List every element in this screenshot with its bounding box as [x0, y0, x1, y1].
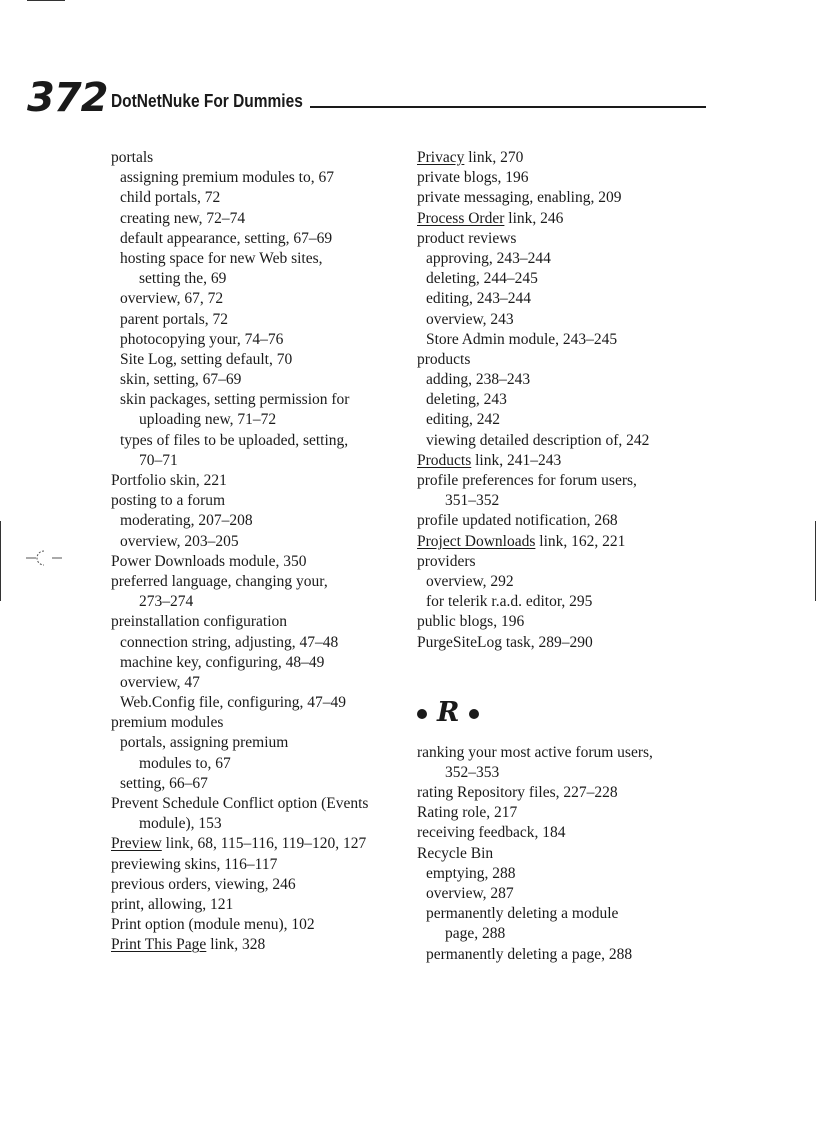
index-entry	[111, 935, 411, 955]
index-entry-continuation	[111, 592, 411, 612]
section-spacer	[417, 733, 717, 743]
index-subentry	[111, 673, 411, 693]
bullet-icon	[469, 709, 479, 719]
index-text: PurgeSiteLog task, 289–290	[417, 633, 593, 651]
index-entry	[111, 875, 411, 895]
index-text: editing, 242	[426, 411, 501, 429]
index-entry	[111, 612, 411, 632]
index-term-underlined: Process Order	[417, 209, 505, 227]
index-entry	[417, 188, 717, 208]
index-text: uploading new, 71–72	[139, 411, 277, 429]
index-text: print, allowing, 121	[111, 895, 234, 913]
index-text: link, 328	[206, 936, 266, 954]
index-subentry	[111, 633, 411, 653]
index-text: posting to a forum	[111, 492, 226, 510]
index-entry	[111, 855, 411, 875]
index-text: emptying, 288	[426, 864, 516, 882]
index-entries-p	[417, 148, 717, 653]
index-text: profile updated notification, 268	[417, 512, 618, 530]
index-column-right	[417, 148, 717, 965]
index-entry	[417, 783, 717, 803]
index-subentry	[417, 289, 717, 309]
index-entry-continuation	[417, 763, 717, 783]
index-text: preferred language, changing your,	[111, 572, 328, 590]
index-subentry	[417, 330, 717, 350]
index-text: product reviews	[417, 229, 517, 247]
index-text: Portfolio skin, 221	[111, 472, 227, 489]
index-entry	[417, 168, 717, 188]
index-text: products	[417, 350, 471, 368]
bullet-icon	[417, 709, 427, 719]
index-text: overview, 67, 72	[120, 290, 224, 308]
index-entry	[111, 834, 411, 854]
index-subentry	[111, 330, 411, 350]
index-text: editing, 243–244	[426, 290, 532, 308]
index-entry	[417, 148, 717, 168]
index-text: Recycle Bin	[417, 844, 494, 862]
index-subentry	[417, 904, 717, 924]
index-text: moderating, 207–208	[120, 512, 253, 530]
index-subentry	[111, 693, 411, 713]
section-spacer	[417, 653, 717, 693]
index-subentry	[417, 310, 717, 330]
index-entry-continuation	[111, 451, 411, 471]
index-entry	[417, 350, 717, 370]
index-text: public blogs, 196	[417, 613, 525, 631]
index-subentry	[111, 289, 411, 309]
index-term-underlined: Project Downloads	[417, 532, 536, 550]
index-entry-continuation	[417, 491, 717, 511]
crop-mark-left	[0, 521, 1, 601]
index-text: private blogs, 196	[417, 169, 529, 187]
index-text: overview, 47	[120, 673, 200, 691]
index-entry-continuation	[111, 754, 411, 774]
index-subentry	[111, 310, 411, 330]
index-text: preinstallation configuration	[111, 613, 288, 631]
index-subentry	[111, 350, 411, 370]
index-subentry	[417, 269, 717, 289]
index-text: Power Downloads module, 350	[111, 552, 307, 570]
index-text: Print option (module menu), 102	[111, 916, 315, 934]
index-text: 273–274	[139, 593, 194, 611]
index-text: permanently deleting a page, 288	[426, 945, 633, 963]
index-text: for telerik r.a.d. editor, 295	[426, 593, 593, 611]
index-entry	[417, 471, 717, 491]
index-entry	[111, 552, 411, 572]
index-subentry	[417, 572, 717, 592]
index-entry	[417, 532, 717, 552]
index-entries-r	[417, 743, 717, 965]
index-entry-continuation	[111, 814, 411, 834]
index-text: link, 246	[504, 209, 564, 227]
index-text: overview, 203–205	[120, 532, 239, 550]
index-text: Rating role, 217	[417, 804, 518, 822]
index-text: child portals, 72	[120, 189, 221, 207]
index-entry	[417, 633, 717, 653]
index-entry	[417, 451, 717, 471]
index-text: modules to, 67	[139, 754, 231, 772]
index-text: overview, 243	[426, 310, 514, 328]
index-text: setting, 66–67	[120, 774, 208, 792]
index-entry	[417, 803, 717, 823]
index-text: module), 153	[139, 815, 222, 833]
index-subentry	[111, 532, 411, 552]
index-text: types of files to be uploaded, setting,	[120, 431, 349, 449]
index-text: rating Repository files, 227–228	[417, 784, 618, 802]
index-text: deleting, 243	[426, 391, 507, 409]
registration-mark-icon	[22, 548, 66, 568]
index-entry	[417, 229, 717, 249]
index-subentry	[111, 249, 411, 269]
index-subentry	[417, 592, 717, 612]
index-subentry	[417, 945, 717, 965]
index-subentry	[111, 370, 411, 390]
index-subentry	[111, 188, 411, 208]
index-text: link, 241–243	[471, 451, 562, 469]
index-term-underlined: Products	[417, 451, 472, 469]
index-text: link, 68, 115–116, 119–120, 127	[161, 835, 367, 853]
index-term-underlined: Preview	[111, 835, 162, 853]
header-rule	[310, 106, 706, 108]
index-text: previous orders, viewing, 246	[111, 875, 296, 893]
index-subentry	[417, 410, 717, 430]
index-text: receiving feedback, 184	[417, 824, 566, 842]
index-text: 70–71	[139, 451, 178, 469]
index-text: adding, 238–243	[426, 371, 531, 389]
section-heading	[417, 693, 717, 733]
index-text: private messaging, enabling, 209	[417, 189, 622, 207]
crop-mark-top	[27, 0, 65, 1]
index-text: premium modules	[111, 714, 224, 732]
index-entry-continuation	[417, 924, 717, 944]
index-text: 352–353	[445, 763, 500, 781]
index-text: link, 270	[464, 149, 524, 166]
index-text: photocopying your, 74–76	[120, 330, 284, 348]
index-subentry	[111, 733, 411, 753]
index-entry	[417, 552, 717, 572]
index-entry	[111, 895, 411, 915]
index-text: creating new, 72–74	[120, 209, 246, 227]
index-subentry	[417, 431, 717, 451]
index-text: default appearance, setting, 67–69	[120, 229, 333, 247]
index-subentry	[111, 229, 411, 249]
index-subentry	[417, 249, 717, 269]
index-text: portals	[111, 149, 154, 166]
running-title: DotNetNuke For Dummies	[111, 91, 303, 111]
index-subentry	[111, 168, 411, 188]
index-text: approving, 243–244	[426, 249, 551, 267]
index-entry	[417, 209, 717, 229]
index-entry	[417, 511, 717, 531]
index-text: link, 162, 221	[535, 532, 626, 550]
index-subentry	[417, 884, 717, 904]
index-text: setting the, 69	[139, 270, 227, 288]
page-number: 372	[27, 75, 108, 121]
index-text: deleting, 244–245	[426, 270, 538, 288]
index-text: assigning premium modules to, 67	[120, 169, 334, 187]
index-text: hosting space for new Web sites,	[120, 249, 323, 267]
index-term-underlined: Privacy	[417, 149, 465, 166]
index-entry	[111, 491, 411, 511]
index-text: ranking your most active forum users,	[417, 743, 653, 761]
index-entry	[111, 572, 411, 592]
index-text: profile preferences for forum users,	[417, 472, 637, 489]
index-entry	[111, 471, 411, 491]
index-text: machine key, configuring, 48–49	[120, 653, 325, 671]
index-entry	[417, 612, 717, 632]
index-text: viewing detailed description of, 242	[426, 431, 650, 449]
index-text: page, 288	[445, 925, 506, 943]
index-text: Site Log, setting default, 70	[120, 350, 293, 368]
index-text: 351–352	[445, 492, 500, 510]
index-entry	[417, 823, 717, 843]
index-entry	[111, 915, 411, 935]
index-entry-continuation	[111, 410, 411, 430]
index-subentry	[417, 370, 717, 390]
index-subentry	[111, 431, 411, 451]
index-subentry	[111, 774, 411, 794]
index-text: providers	[417, 552, 476, 570]
index-text: previewing skins, 116–117	[111, 855, 278, 873]
index-text: parent portals, 72	[120, 310, 229, 328]
index-entry	[111, 794, 411, 814]
index-subentry	[417, 390, 717, 410]
index-text: skin, setting, 67–69	[120, 371, 242, 389]
index-text: portals, assigning premium	[120, 734, 289, 752]
index-subentry	[111, 653, 411, 673]
index-text: Store Admin module, 243–245	[426, 330, 618, 348]
index-column-left	[111, 148, 411, 956]
index-text: overview, 287	[426, 885, 514, 902]
index-entry-continuation	[111, 269, 411, 289]
index-subentry	[111, 390, 411, 410]
index-text: permanently deleting a module	[426, 905, 619, 923]
index-subentry	[111, 209, 411, 229]
index-text: Web.Config file, configuring, 47–49	[120, 694, 347, 712]
index-text: skin packages, setting permission for	[120, 391, 350, 409]
index-subentry	[417, 864, 717, 884]
index-entry	[417, 743, 717, 763]
index-entry	[111, 713, 411, 733]
index-text: connection string, adjusting, 47–48	[120, 633, 339, 651]
index-entry	[417, 844, 717, 864]
index-subentry	[111, 511, 411, 531]
index-text: Prevent Schedule Conflict option (Events	[111, 795, 369, 812]
index-term-underlined: Print This Page	[111, 936, 207, 954]
index-text: overview, 292	[426, 572, 514, 590]
section-letter: R	[437, 696, 460, 728]
index-entry	[111, 148, 411, 168]
